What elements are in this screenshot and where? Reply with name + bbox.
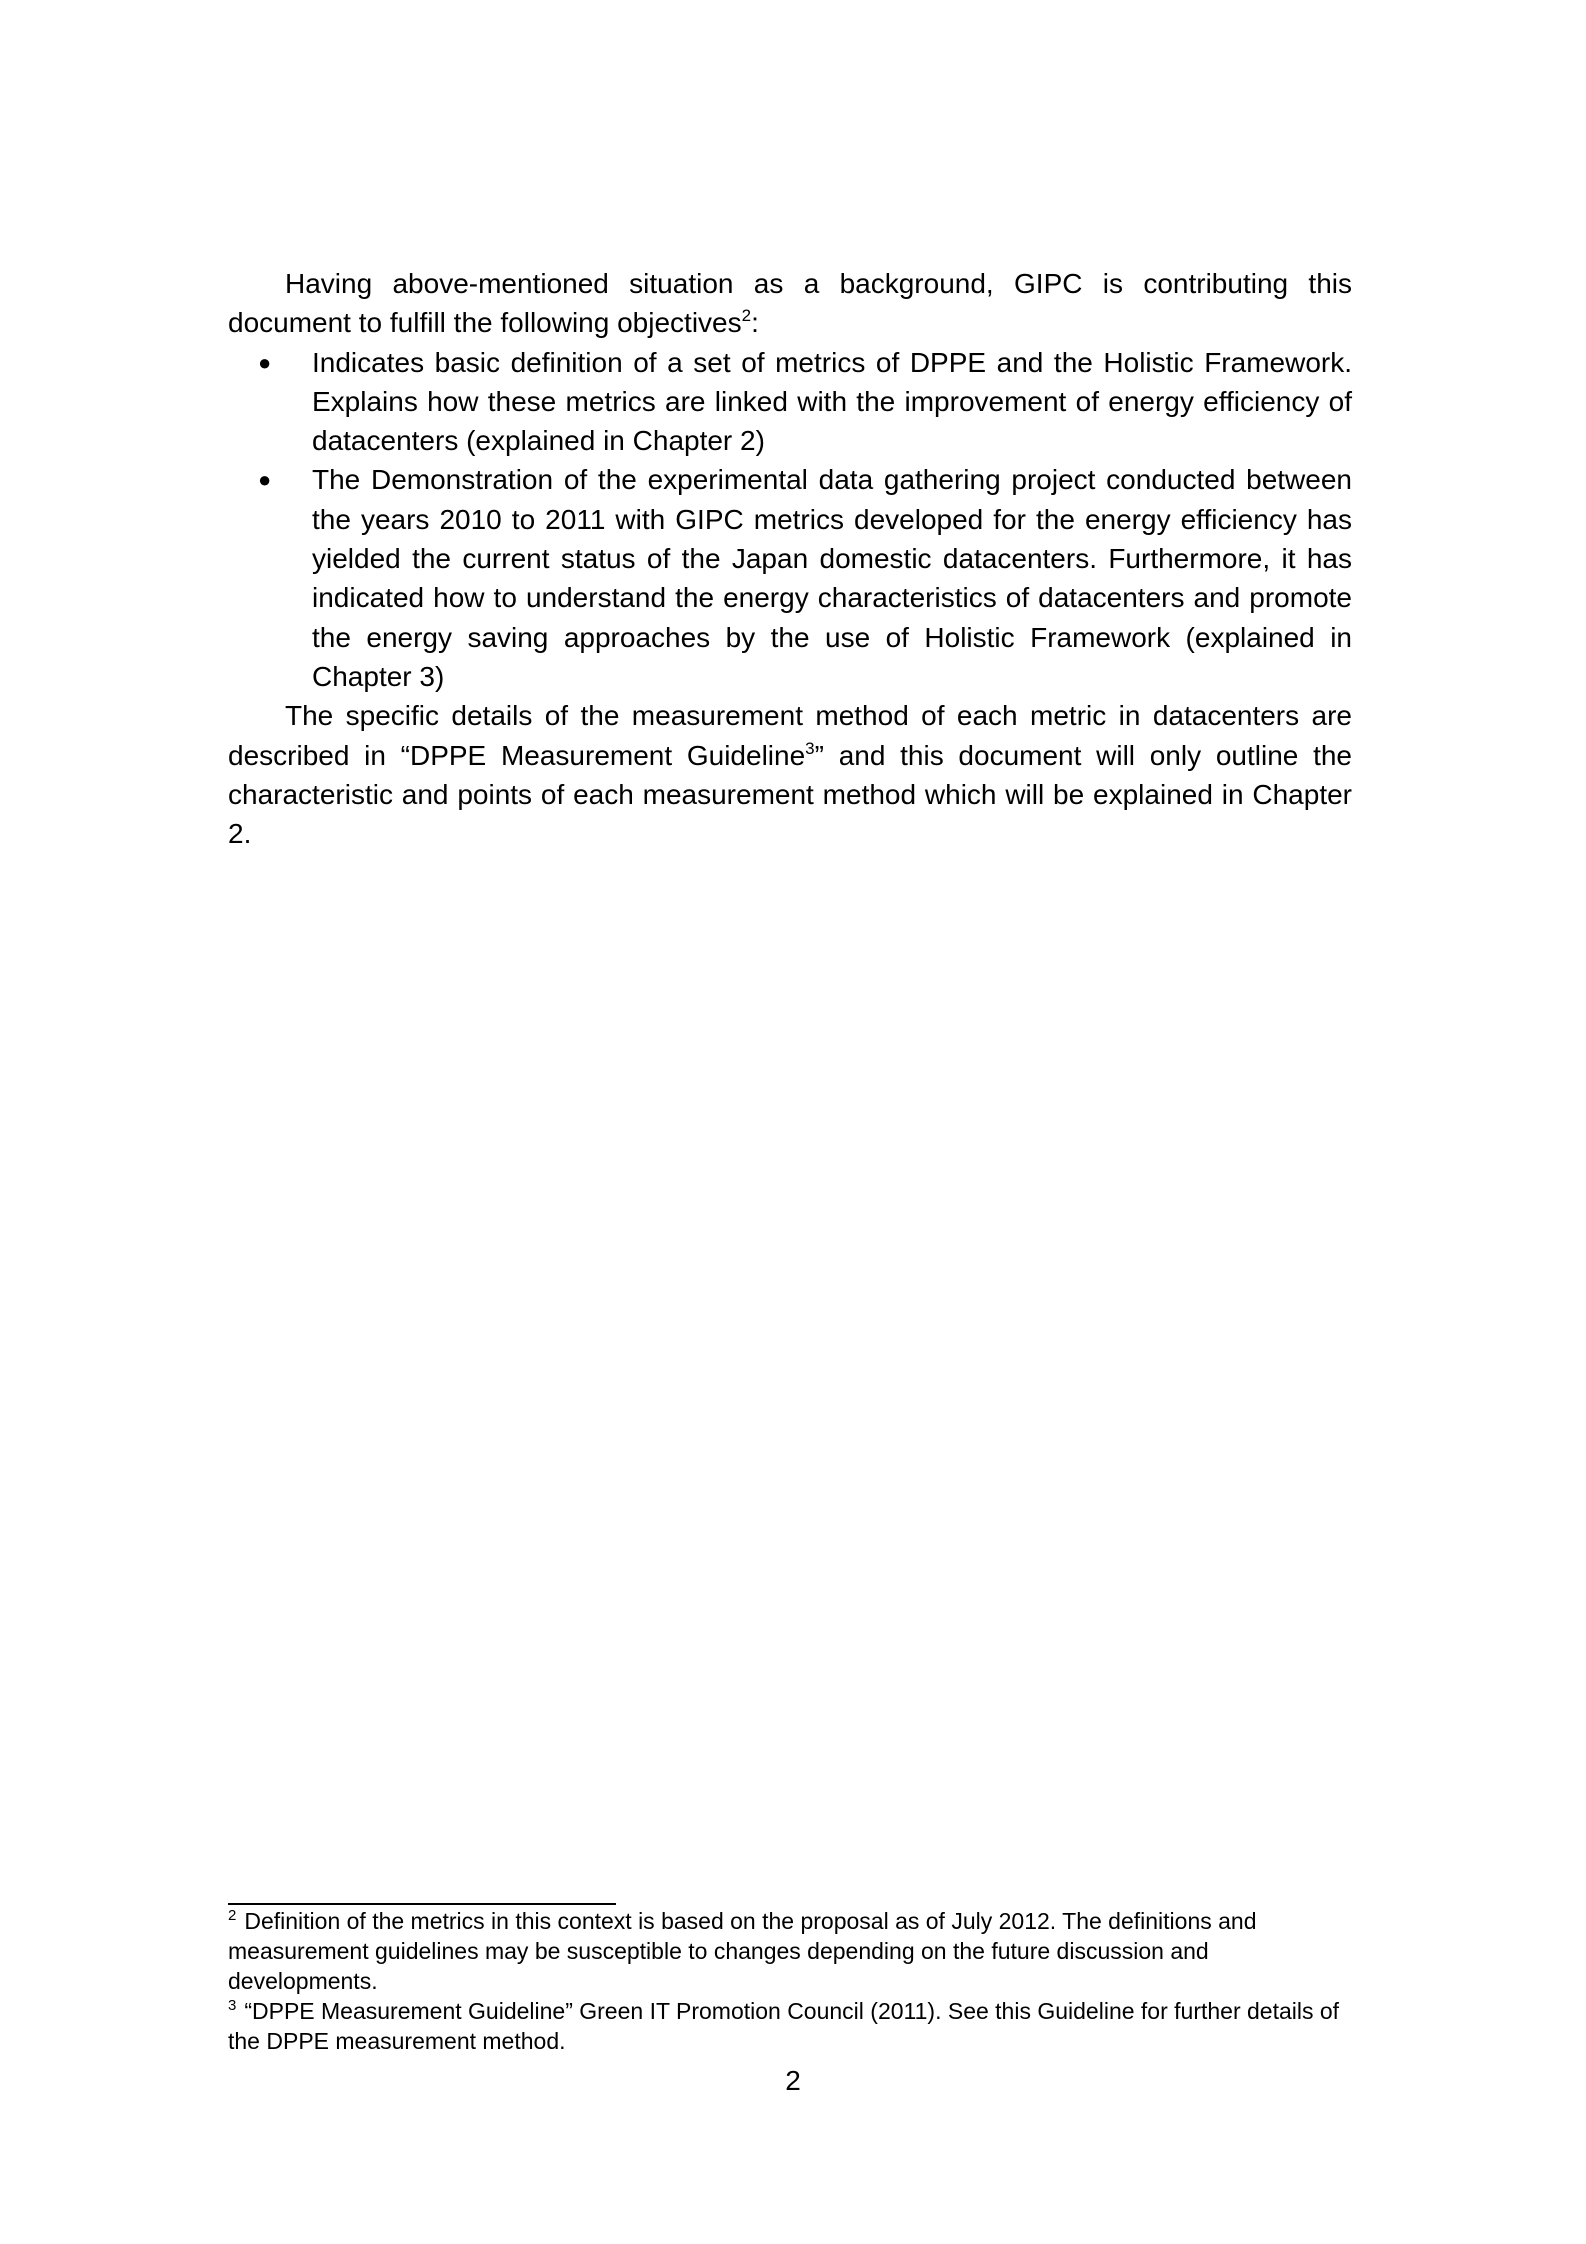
footnote-mark: 2 [228,1907,237,1924]
intro-paragraph-colon: : [751,307,759,339]
bullet-icon: ● [258,467,272,493]
objective-text: The Demonstration of the experimental data gathering project conducted between the years 2010 to 2011 with GIPC metrics developed for the energy efficiency has yielded the current status of the Japan domestic datacenters. Furthermore, it has indicated how to understand the energy characteristics of datacenters and promote the energy saving approaches by the use of Holistic Framework (explained in Chapter 3) [312,464,1352,692]
body-text [228,264,1352,853]
closing-paragraph [228,696,1352,853]
objective-item [228,343,1352,461]
footnote-ref-3[interactable]: 3 [805,738,815,758]
footnote-text: Definition of the metrics in this context is based on the proposal as of July 2012. The definitions and measurement guidelines may be susceptible to changes depending on the future discussion and developments. [228,1908,1257,1994]
footnote-2 [228,1906,1348,1996]
objectives-list [228,343,1352,697]
objective-item [228,460,1352,696]
intro-paragraph-text: Having above-mentioned situation as a background, GIPC is contributing this document to fulfill the following objectives [228,268,1352,339]
page-number: 2 [785,2065,801,2096]
footnote-text: “DPPE Measurement Guideline” Green IT Promotion Council (2011). See this Guideline for further details of the DPPE measurement method. [228,1998,1340,2054]
bullet-icon: ● [258,349,272,375]
closing-paragraph-text: The specific details of the measurement method of each metric in datacenters are described in “DPPE Measurement Guideline [228,700,1352,771]
footnote-3 [228,1996,1348,2056]
footnotes [228,1906,1348,2056]
intro-paragraph [228,264,1352,343]
closing-paragraph-rest: ” and this document will only outline the characteristic and points of each measurement method which will be explained in Chapter 2. [228,739,1352,850]
footnote-separator [228,1903,616,1905]
footnote-mark: 3 [228,1997,237,2014]
footnote-ref-2[interactable]: 2 [741,306,752,326]
objective-text: Indicates basic definition of a set of metrics of DPPE and the Holistic Framework. Explains how these metrics are linked with the improvement of energy efficiency of datacenters (explained in Chapter 2) [312,346,1352,457]
